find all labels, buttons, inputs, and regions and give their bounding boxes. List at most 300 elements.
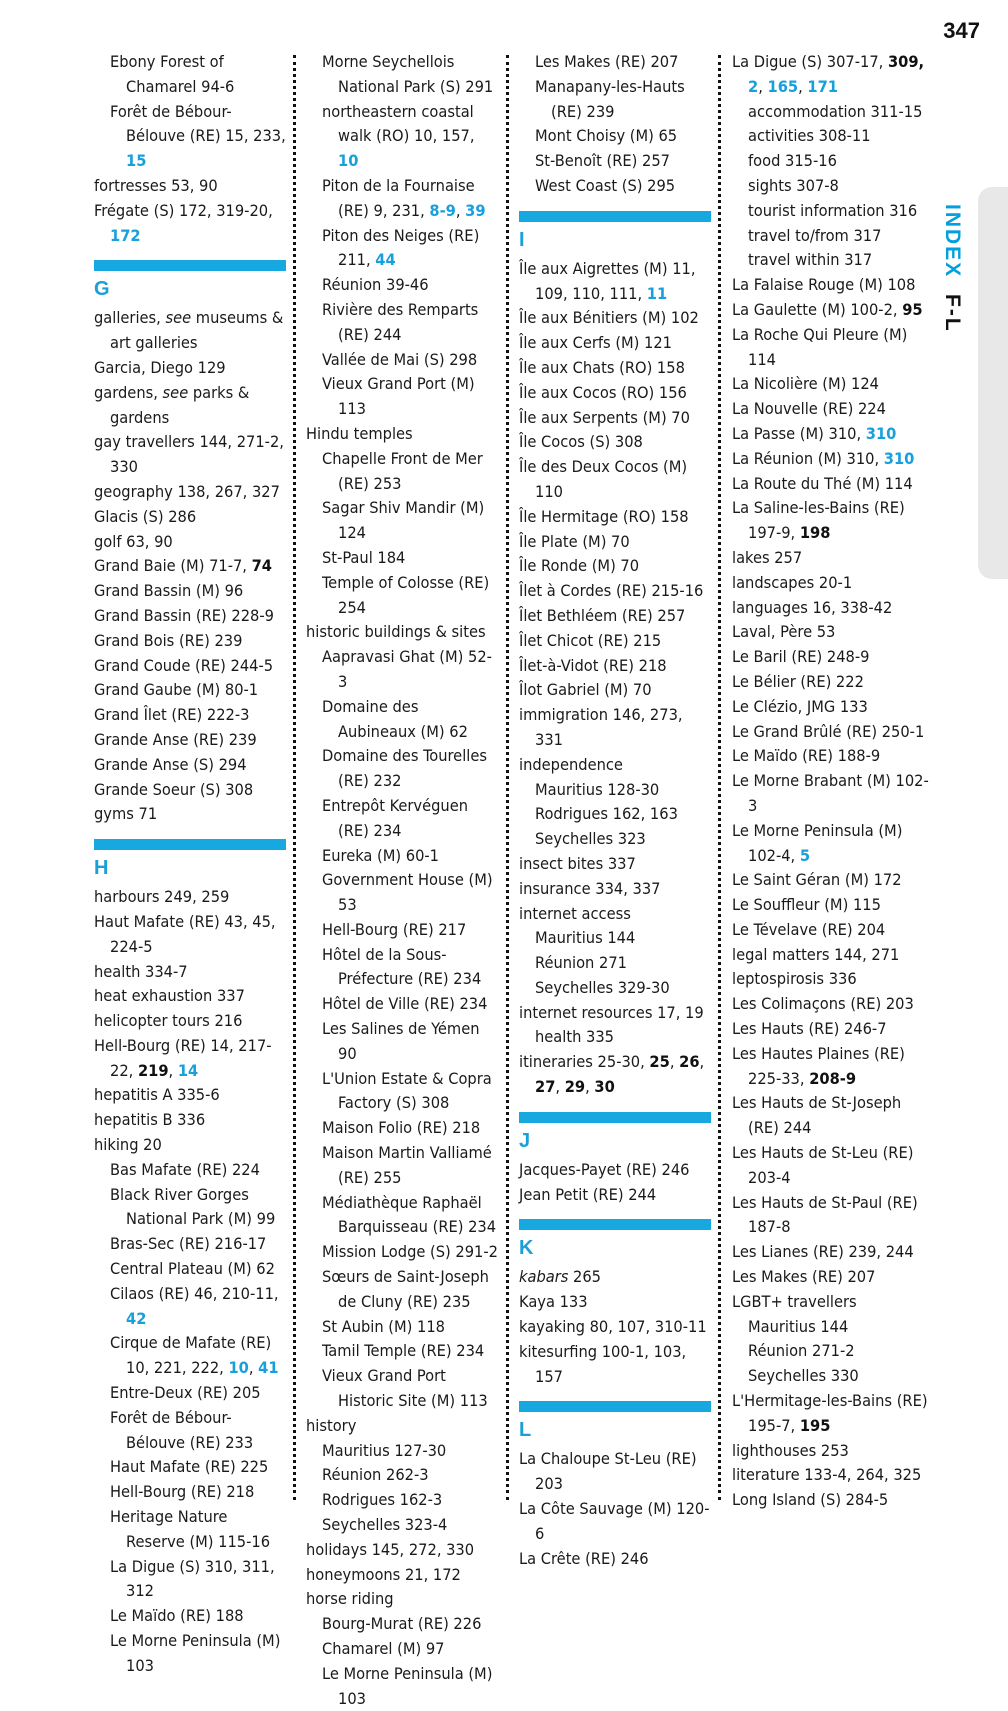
index-entry	[732, 447, 932, 472]
entry-text: immigration 146, 273, 331	[519, 705, 683, 749]
entry-text: Laval, Père 53	[732, 622, 836, 642]
entry-text: Hôtel de Ville (RE) 234	[322, 994, 488, 1014]
index-entry	[94, 629, 286, 654]
index-subentry	[306, 1116, 498, 1141]
index-entry	[519, 1183, 711, 1208]
entry-text: Temple of Colosse (RE) 254	[322, 572, 490, 617]
index-column-2	[306, 50, 498, 1711]
entry-text: Les Hauts de St-Joseph (RE) 244	[732, 1093, 902, 1138]
index-subentry	[732, 1364, 932, 1389]
entry-text: Îlet-à-Vidot (RE) 218	[519, 655, 667, 675]
index-subentry	[94, 1232, 286, 1257]
index-entry	[732, 695, 932, 720]
entry-text: landscapes 20-1	[732, 572, 853, 592]
index-entry	[519, 430, 711, 455]
entry-text: Île aux Serpents (M) 70	[519, 407, 690, 427]
index-entry	[732, 372, 932, 397]
index-entry	[732, 1488, 932, 1513]
entry-text: Bras-Sec (RE) 216-17	[110, 1234, 267, 1254]
entry-text: Les Hauts de St-Paul (RE) 187-8	[732, 1192, 918, 1237]
entry-text: Les Hauts de St-Leu (RE) 203-4	[732, 1143, 914, 1187]
entry-text: Kaya 133	[519, 1292, 588, 1312]
entry-text: Glacis (S) 286	[94, 506, 197, 526]
index-entry	[732, 819, 932, 869]
index-subentry	[306, 298, 498, 348]
entry-text: Les Hautes Plaines (RE) 225-33,	[732, 1043, 905, 1088]
entry-text: tourist information 316	[748, 200, 918, 220]
entry-text: Îlet Bethléem (RE) 257	[519, 605, 686, 625]
index-entry	[94, 579, 286, 604]
entry-text: health 335	[535, 1027, 614, 1047]
main-page-ref: 30	[594, 1077, 615, 1097]
entry-text: Le Morne Brabant (M) 102-3	[732, 771, 929, 815]
index-subentry	[519, 827, 711, 852]
entry-text: La Roche Qui Pleure (M) 114	[732, 324, 908, 369]
index-entry	[519, 306, 711, 331]
entry-text: ,	[248, 1358, 259, 1378]
entry-text: Mauritius 144	[535, 928, 636, 948]
index-entry	[519, 902, 711, 927]
entry-text: internet access	[519, 903, 631, 923]
entry-text: Île Plate (M) 70	[519, 531, 630, 551]
entry-text: La Chaloupe St-Leu (RE) 203	[519, 1449, 697, 1494]
entry-text: La Nouvelle (RE) 224	[732, 399, 886, 419]
index-label: INDEX	[941, 204, 964, 279]
entry-text: languages 16, 338-42	[732, 597, 893, 617]
entry-text: lighthouses 253	[732, 1440, 849, 1460]
entry-text: Morne Seychellois National Park (S) 291	[322, 52, 494, 96]
section-letter: J	[519, 1129, 531, 1152]
index-entry	[732, 720, 932, 745]
map-page-ref: 10	[228, 1358, 249, 1378]
entry-text: Maison Martin Valliamé (RE) 255	[322, 1143, 492, 1187]
index-entry	[94, 910, 286, 960]
index-entry	[519, 1158, 711, 1183]
index-range: F-L	[941, 294, 964, 333]
section-bar	[94, 839, 286, 850]
index-subentry	[306, 1315, 498, 1340]
index-entry	[94, 703, 286, 728]
entry-text: independence	[519, 754, 623, 774]
main-page-ref: 25	[649, 1052, 670, 1072]
entry-text: La Réunion (M) 310,	[732, 448, 884, 468]
entry-text: Médiathèque Raphaël Barquisseau (RE) 234	[322, 1192, 497, 1237]
section-letter: H	[94, 857, 109, 880]
entry-text: golf 63, 90	[94, 531, 173, 551]
entry-text: heat exhaustion 337	[94, 986, 245, 1006]
main-page-ref: 26	[679, 1052, 700, 1072]
index-subentry	[94, 1555, 286, 1605]
entry-text: Le Baril (RE) 248-9	[732, 647, 870, 667]
entry-text: sights 307-8	[748, 175, 839, 195]
entry-text: historic buildings & sites	[306, 622, 486, 642]
entry-text: Chapelle Front de Mer (RE) 253	[322, 448, 483, 493]
entry-text: gay travellers 144, 271-2, 330	[94, 432, 284, 477]
entry-text: St-Paul 184	[322, 547, 406, 567]
entry-text: La Saline-les-Bains (RE) 197-9,	[732, 498, 905, 543]
entry-text: Îlet à Cordes (RE) 215-16	[519, 581, 704, 601]
index-subentry	[732, 174, 932, 199]
index-entry	[94, 554, 286, 579]
entry-text: Mission Lodge (S) 291-2	[322, 1242, 498, 1262]
index-subentry	[306, 348, 498, 373]
entry-text: Grand Baie (M) 71-7,	[94, 556, 252, 576]
index-subentry	[306, 744, 498, 794]
index-entry	[519, 455, 711, 505]
index-subentry	[732, 100, 932, 125]
index-subentry	[519, 149, 711, 174]
index-entry	[732, 1439, 932, 1464]
index-entry	[94, 480, 286, 505]
index-subentry	[732, 124, 932, 149]
index-entry	[94, 1034, 286, 1084]
entry-text: Hell-Bourg (RE) 218	[110, 1482, 255, 1502]
entry-text: ,	[455, 200, 466, 220]
entry-text: Île Cocos (S) 308	[519, 432, 643, 452]
index-subentry	[519, 926, 711, 951]
entry-text: Piton de la Fournaise (RE) 9, 231,	[322, 175, 475, 220]
index-subentry	[732, 224, 932, 249]
section-letter: K	[519, 1237, 534, 1260]
index-subentry	[94, 100, 286, 174]
entry-text: St-Benoît (RE) 257	[535, 151, 670, 171]
entry-text: Rodrigues 162, 163	[535, 804, 678, 824]
index-entry	[94, 306, 286, 356]
entry-text: Les Lianes (RE) 239, 244	[732, 1242, 914, 1262]
index-entry	[732, 323, 932, 373]
entry-text: Rivière des Remparts (RE) 244	[322, 299, 479, 344]
entry-text: leptospirosis 336	[732, 969, 857, 989]
index-entry	[306, 1414, 498, 1439]
entry-text: Sagar Shiv Mandir (M) 124	[322, 498, 485, 543]
entry-text: Domaine des Tourelles (RE) 232	[322, 746, 487, 791]
entry-text: Chamarel (M) 97	[322, 1639, 445, 1658]
map-page-ref: 10	[338, 151, 359, 171]
index-subentry	[306, 868, 498, 918]
entry-text: horse riding	[306, 1589, 394, 1609]
index-subentry	[519, 951, 711, 976]
index-entry	[732, 893, 932, 918]
entry-text: Mauritius 127-30	[322, 1440, 447, 1460]
section-bar	[519, 1219, 711, 1230]
index-subentry	[306, 992, 498, 1017]
index-subentry	[306, 372, 498, 422]
index-subentry	[306, 1439, 498, 1464]
map-page-ref: 165	[767, 76, 799, 96]
section-letter: L	[519, 1419, 532, 1442]
entry-text: Jacques-Payet (RE) 246	[519, 1159, 690, 1179]
index-column-1	[94, 50, 286, 1679]
index-entry	[732, 1191, 932, 1241]
entry-text: Île Ronde (M) 70	[519, 556, 640, 576]
entry-text: Seychelles 323	[535, 829, 646, 849]
entry-text: geography 138, 267, 327	[94, 481, 280, 501]
entry-text: Government House (M) 53	[322, 870, 493, 915]
entry-text: Le Souffleur (M) 115	[732, 895, 881, 915]
index-subentry	[94, 1381, 286, 1406]
index-entry	[519, 257, 711, 307]
entry-text: Central Plateau (M) 62	[110, 1259, 275, 1279]
letter-section-header	[94, 839, 286, 881]
entry-text: La Digue (S) 307-17,	[732, 52, 888, 71]
entry-text: Maison Folio (RE) 218	[322, 1118, 481, 1138]
entry-text: Mont Choisy (M) 65	[535, 126, 678, 146]
entry-text: food 315-16	[748, 151, 837, 171]
index-entry	[732, 645, 932, 670]
index-subentry	[94, 50, 286, 100]
index-subentry	[306, 496, 498, 546]
map-page-ref: 172	[110, 225, 141, 245]
entry-text: fortresses 53, 90	[94, 175, 218, 195]
map-page-ref: 5	[799, 845, 811, 865]
entry-text: see	[165, 308, 192, 328]
page-number: 347	[943, 18, 980, 43]
main-page-ref: 208-9	[809, 1068, 857, 1088]
index-entry	[732, 1463, 932, 1488]
main-page-ref: 95	[902, 299, 923, 319]
entry-text: Le Grand Brûlé (RE) 250-1	[732, 721, 925, 741]
index-subentry	[519, 976, 711, 1001]
entry-text: Les Makes (RE) 207	[732, 1267, 876, 1287]
index-entry	[306, 1563, 498, 1588]
index-entry	[732, 992, 932, 1017]
letter-section-header	[519, 1401, 711, 1443]
entry-text: Grand Îlet (RE) 222-3	[94, 705, 250, 725]
entry-text: Domaine des Aubineaux (M) 62	[322, 696, 468, 741]
entry-text: gyms 71	[94, 804, 158, 824]
index-entry	[519, 1315, 711, 1340]
index-subentry	[306, 50, 498, 100]
index-entry	[732, 918, 932, 943]
index-entry	[306, 422, 498, 447]
entry-text: Seychelles 323-4	[322, 1515, 448, 1535]
entry-text: harbours 249, 259	[94, 887, 230, 907]
index-subentry	[94, 1629, 286, 1679]
index-subentry	[519, 50, 711, 75]
entry-text: Vieux Grand Port (M) 113	[322, 374, 475, 419]
entry-text: Seychelles 329-30	[535, 977, 670, 997]
column-divider	[718, 55, 721, 1500]
entry-text: Grand Bassin (M) 96	[94, 581, 244, 601]
entry-text: Le Bélier (RE) 222	[732, 671, 864, 691]
section-bar	[94, 260, 286, 271]
entry-text: Jean Petit (RE) 244	[519, 1184, 657, 1204]
entry-text: Île aux Cerfs (M) 121	[519, 333, 673, 353]
index-column-3	[519, 50, 711, 1571]
index-subentry	[306, 1662, 498, 1711]
entry-text: accommodation 311-15	[748, 101, 923, 121]
index-entry	[732, 273, 932, 298]
entry-text: Aapravasi Ghat (M) 52-3	[322, 647, 492, 691]
entry-text: Mauritius 144	[748, 1316, 849, 1336]
index-subentry	[94, 1455, 286, 1480]
entry-text: Île aux Chats (RO) 158	[519, 357, 685, 377]
entry-text: Garcia, Diego 129	[94, 357, 226, 377]
index-entry	[519, 1447, 711, 1497]
entry-text: Île aux Cocos (RO) 156	[519, 382, 687, 402]
entry-text: Vallée de Mai (S) 298	[322, 349, 478, 369]
index-entry	[519, 753, 711, 778]
index-entry	[94, 604, 286, 629]
index-subentry	[94, 1505, 286, 1555]
section-letter: G	[94, 278, 110, 301]
index-entry	[732, 422, 932, 447]
entry-text: see	[162, 382, 189, 402]
index-entry	[732, 397, 932, 422]
entry-text: internet resources 17, 19	[519, 1002, 704, 1022]
index-entry	[732, 943, 932, 968]
index-entry	[519, 1290, 711, 1315]
entry-text: L'Hermitage-les-Bains (RE) 195-7,	[732, 1391, 928, 1435]
map-page-ref: 42	[126, 1308, 147, 1328]
index-subentry	[306, 918, 498, 943]
entry-text: Long Island (S) 284-5	[732, 1490, 889, 1510]
entry-text: Rodrigues 162-3	[322, 1490, 443, 1510]
entry-text: Îlet Chicot (RE) 215	[519, 630, 662, 650]
index-entry	[94, 1083, 286, 1108]
entry-text: Sœurs de Saint-Joseph de Cluny (RE) 235	[322, 1267, 489, 1311]
entry-text: honeymoons 21, 172	[306, 1564, 461, 1584]
index-entry	[519, 852, 711, 877]
index-entry	[94, 678, 286, 703]
entry-text: helicopter tours 216	[94, 1011, 243, 1031]
index-subentry	[519, 1025, 711, 1050]
index-entry	[732, 967, 932, 992]
entry-text: ,	[669, 1052, 680, 1072]
index-entry	[94, 654, 286, 679]
entry-text: Grand Bassin (RE) 228-9	[94, 605, 274, 625]
index-subentry	[94, 1158, 286, 1183]
entry-text: activities 308-11	[748, 126, 871, 146]
index-entry	[732, 620, 932, 645]
map-page-ref: 44	[375, 250, 396, 270]
entry-text: insect bites 337	[519, 853, 636, 873]
index-subentry	[306, 794, 498, 844]
entry-text: hepatitis B 336	[94, 1110, 206, 1130]
index-entry	[306, 1538, 498, 1563]
index-entry	[519, 1497, 711, 1547]
map-page-ref: 41	[258, 1358, 279, 1378]
entry-text: Bas Mafate (RE) 224	[110, 1159, 260, 1179]
entry-text: hiking 20	[94, 1135, 162, 1155]
entry-text: Grand Bois (RE) 239	[94, 630, 243, 650]
entry-text: Forêt de Bébour-Bélouve (RE) 15, 233,	[110, 101, 286, 146]
index-subentry	[306, 1141, 498, 1191]
entry-text: kitesurfing 100-1, 103, 157	[519, 1341, 687, 1386]
entry-text: literature 133-4, 264, 325	[732, 1465, 922, 1485]
entry-text: Manapany-les-Hauts (RE) 239	[535, 76, 685, 121]
entry-text: Réunion 39-46	[322, 275, 429, 295]
index-entry	[732, 596, 932, 621]
entry-text: holidays 145, 272, 330	[306, 1539, 475, 1559]
index-entry	[519, 1265, 711, 1290]
index-entry	[519, 604, 711, 629]
entry-text: Bourg-Murat (RE) 226	[322, 1614, 482, 1634]
index-entry	[732, 50, 932, 100]
entry-text: Le Morne Peninsula (M) 103	[322, 1663, 493, 1708]
index-subentry	[732, 199, 932, 224]
index-entry	[732, 1091, 932, 1141]
entry-text: 265	[568, 1267, 601, 1287]
index-subentry	[94, 1480, 286, 1505]
map-page-ref: 14	[177, 1060, 199, 1080]
entry-text: Le Clézio, JMG 133	[732, 696, 868, 716]
main-page-ref: 27	[535, 1077, 556, 1097]
index-entry	[732, 744, 932, 769]
index-entry	[94, 984, 286, 1009]
index-entry	[519, 1547, 711, 1572]
index-entry	[519, 1050, 711, 1100]
index-entry	[94, 530, 286, 555]
index-entry	[94, 199, 286, 249]
entry-text: Grand Coude (RE) 244-5	[94, 655, 274, 675]
entry-text: Îlot Gabriel (M) 70	[519, 680, 652, 700]
entry-text: La Digue (S) 310, 311, 312	[110, 1556, 275, 1601]
index-entry	[519, 703, 711, 753]
entry-text: Frégate (S) 172, 319-20,	[94, 200, 273, 220]
index-side-tab	[978, 187, 1008, 579]
index-entry	[519, 654, 711, 679]
entry-text: museums & art galleries	[110, 308, 284, 353]
map-page-ref: 2	[748, 76, 759, 96]
entry-text: Le Maïdo (RE) 188	[110, 1606, 244, 1626]
entry-text: St Aubin (M) 118	[322, 1316, 445, 1336]
index-entry	[519, 678, 711, 703]
entry-text: hepatitis A 335-6	[94, 1085, 220, 1105]
entry-text: L'Union Estate & Copra Factory (S) 308	[322, 1068, 492, 1113]
index-subentry	[732, 1315, 932, 1340]
index-entry	[732, 1017, 932, 1042]
index-subentry	[306, 1067, 498, 1117]
column-divider	[506, 55, 509, 1500]
entry-text: travel within 317	[748, 250, 873, 270]
entry-text: Les Hauts (RE) 246-7	[732, 1019, 887, 1039]
entry-text: Île Hermitage (RO) 158	[519, 506, 689, 526]
entry-text: Le Morne Peninsula (M) 102-4,	[732, 820, 903, 865]
index-subentry	[306, 1463, 498, 1488]
entry-text: Grande Soeur (S) 308	[94, 779, 254, 799]
entry-text: kabars	[519, 1267, 569, 1287]
index-subentry	[306, 447, 498, 497]
index-entry	[94, 356, 286, 381]
entry-text: Les Colimaçons (RE) 203	[732, 994, 914, 1014]
column-divider	[293, 55, 296, 1500]
entry-text: Vieux Grand Port Historic Site (M) 113	[322, 1366, 488, 1411]
index-entry	[94, 505, 286, 530]
index-entry	[519, 1340, 711, 1390]
entry-text: Le Saint Géran (M) 172	[732, 870, 902, 890]
entry-text: parks & gardens	[110, 382, 250, 427]
section-bar	[519, 1112, 711, 1123]
index-subentry	[306, 1191, 498, 1241]
index-entry	[732, 868, 932, 893]
main-page-ref: 219	[137, 1060, 169, 1080]
entry-text: Île des Deux Cocos (M) 110	[519, 457, 688, 501]
entry-text: Entrepôt Kervéguen (RE) 234	[322, 795, 468, 840]
entry-text: La Crête (RE) 246	[519, 1548, 649, 1568]
entry-text: Haut Mafate (RE) 43, 45, 224-5	[94, 911, 276, 956]
index-subentry	[306, 1637, 498, 1662]
index-subentry	[306, 224, 498, 274]
entry-text: Réunion 262-3	[322, 1465, 429, 1485]
index-entry	[732, 1141, 932, 1191]
entry-text: La Côte Sauvage (M) 120-6	[519, 1499, 710, 1543]
entry-text: Le Maïdo (RE) 188-9	[732, 746, 881, 766]
entry-text: ,	[699, 1052, 705, 1072]
entry-text: Entre-Deux (RE) 205	[110, 1383, 261, 1403]
index-subentry	[94, 1331, 286, 1381]
entry-text: ,	[168, 1060, 178, 1080]
